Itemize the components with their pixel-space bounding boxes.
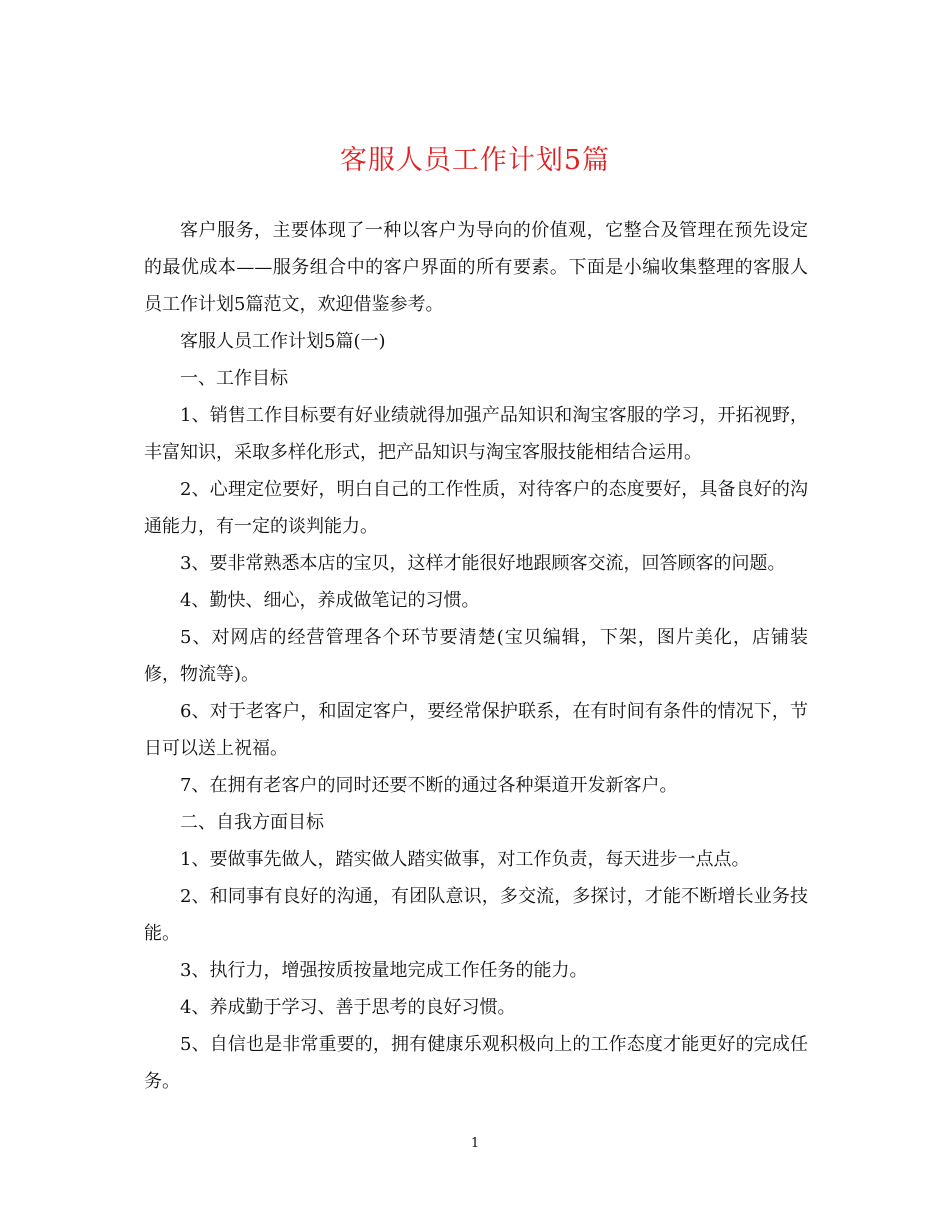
list-item: 5、对网店的经营管理各个环节要清楚(宝贝编辑，下架，图片美化，店铺装修，物流等)。 — [144, 627, 808, 685]
list-item: 3、要非常熟悉本店的宝贝，这样才能很好地跟顾客交流，回答顾客的问题。 — [180, 553, 786, 574]
page-number: 1 — [470, 1136, 480, 1151]
document-body — [144, 212, 808, 1100]
section-heading-plan-one: 客服人员工作计划5篇(一) — [180, 331, 386, 352]
list-item: 1、要做事先做人，踏实做人踏实做事，对工作负责，每天进步一点点。 — [180, 849, 750, 870]
section-heading-work-goals: 一、工作目标 — [180, 368, 288, 389]
list-item: 4、勤快、细心，养成做笔记的习惯。 — [180, 590, 480, 611]
list-item: 2、心理定位要好，明白自己的工作性质，对待客户的态度要好，具备良好的沟通能力，有一定的谈判能力。 — [144, 479, 808, 537]
list-item: 5、自信也是非常重要的，拥有健康乐观积极向上的工作态度才能更好的完成任务。 — [144, 1034, 808, 1092]
list-item: 4、养成勤于学习、善于思考的良好习惯。 — [180, 997, 516, 1018]
list-item: 3、执行力，增强按质按量地完成工作任务的能力。 — [180, 960, 588, 981]
page-title: 客服人员工作计划5篇 — [339, 145, 611, 176]
list-item: 6、对于老客户，和固定客户，要经常保护联系，在有时间有条件的情况下，节日可以送上祝福。 — [144, 701, 808, 759]
list-item: 1、销售工作目标要有好业绩就得加强产品知识和淘宝客服的学习，开拓视野，丰富知识，采取多样化形式，把产品知识与淘宝客服技能相结合运用。 — [144, 405, 808, 463]
list-item: 2、和同事有良好的沟通，有团队意识，多交流，多探讨，才能不断增长业务技能。 — [144, 886, 808, 944]
list-item: 7、在拥有老客户的同时还要不断的通过各种渠道开发新客户。 — [180, 775, 678, 796]
intro-paragraph: 客户服务，主要体现了一种以客户为导向的价值观，它整合及管理在预先设定的最优成本——服务组合中的客户界面的所有要素。下面是小编收集整理的客服人员工作计划5篇范文，欢迎借鉴参考。 — [144, 220, 808, 315]
section-heading-self-goals: 二、自我方面目标 — [180, 812, 324, 833]
